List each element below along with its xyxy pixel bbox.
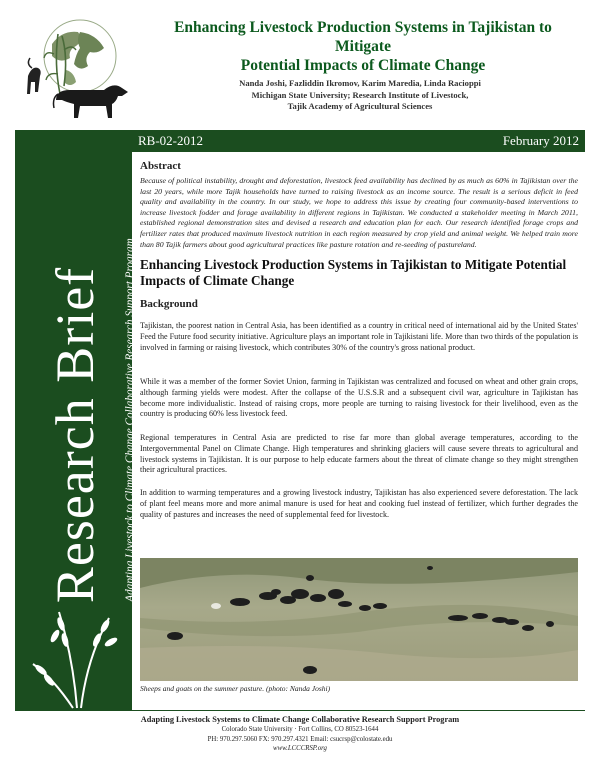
pasture-photo bbox=[140, 558, 578, 681]
abstract-section bbox=[140, 160, 578, 250]
background-paragraph-3: Regional temperatures in Central Asia are predicted to rise far more than global average temperatures, according to the Intergovernmental Panel on Climate Change. High temperatures and shrinking glaciers will cause severe threats to agricultural and livestock systems in Tajikistan. It is our purpose to help educate farmers about the threat of climate change so they might strengthen their agricultural practices. bbox=[140, 433, 578, 475]
footer bbox=[100, 714, 500, 754]
title-line-1: Enhancing Livestock Production Systems in Tajikistan to Mitigate bbox=[174, 19, 552, 55]
authors-affiliation-1: Michigan State University; Research Institute of Livestock, bbox=[251, 89, 469, 100]
footer-title: Adapting Livestock Systems to Climate Change Collaborative Research Support Program bbox=[140, 715, 460, 724]
issue-bar bbox=[132, 130, 585, 152]
abstract-heading: Abstract bbox=[140, 160, 181, 172]
footer-divider bbox=[15, 710, 585, 711]
background-paragraph-1: Tajikistan, the poorest nation in Central Asia, has been identified as a country in critical need of international aid by the United States' Feed the Future food security initiative. Agriculture plays an important role in Tajikistani life. More than two thirds of the population is involved in farming or raising livestock, which contributes 30% of the country's gross national product. bbox=[140, 321, 578, 352]
main-heading: Enhancing Livestock Production Systems in Tajikistan to Mitigate Potential Impacts of Climate Change bbox=[140, 257, 567, 288]
sidebar-title: Research Brief bbox=[45, 266, 105, 604]
authors-block bbox=[160, 78, 560, 113]
wheat-icon bbox=[27, 600, 127, 710]
photo-caption: Sheeps and goats on the summer pasture. (photo: Nanda Joshi) bbox=[140, 684, 331, 693]
sidebar bbox=[15, 130, 136, 710]
authors-names: Nanda Joshi, Fazliddin Ikromov, Karim Maredia, Linda Racioppi bbox=[239, 78, 481, 88]
authors-affiliation-2: Tajik Academy of Agricultural Sciences bbox=[287, 101, 433, 111]
background-heading: Background bbox=[140, 298, 198, 310]
sidebar-subtitle: Adapting Livestock to Climate Change Collaborative Research Support Program bbox=[124, 238, 136, 602]
document-title bbox=[148, 18, 578, 75]
background-paragraph-2: While it was a member of the former Soviet Union, farming in Tajikistan was centralized and focused on wheat and other grain crops, although farming yields were modest. After the collapse of the U.S.S.R and a subsequent civil war, agriculture in Tajikistan has become more individualistic. Instead of raising crops, more people are turning to raising livestock for their livelihood, even as the country is producing 60% less livestock feed. bbox=[140, 377, 578, 419]
footer-address: Colorado State University · Fort Collins, CO 80523-1644 bbox=[221, 726, 379, 733]
footer-contact: PH: 970.297.5060 FX: 970.297.4321 Email: csucrsp@colostate.edu bbox=[207, 735, 393, 743]
title-line-2: Potential Impacts of Climate Change bbox=[240, 57, 486, 74]
lcc-crsp-logo bbox=[18, 14, 148, 124]
background-paragraph-4: In addition to warming temperatures and a growing livestock industry, Tajikistan has also experienced severe deforestation. The lack of plant feel means more and more animal manure is used for heat and cooking fuel instead of fertilizer, which further degrades the quality of pastures and increases the need of supplemental feed for livestock. bbox=[140, 488, 578, 519]
footer-website: www.LCCCRSP.org bbox=[273, 745, 327, 752]
abstract-text: Because of political instability, drought and deforestation, livestock feed availability has declined by as much as 60% in Tajikistan over the last 20 years, while more Tajik households have turned to raising livestock as an income source. The result is a serious deficit in feed quality and availability in the country. In our study, we hope to address this issue by creating four community-based interventions to increase livestock fodder and forage availability in different regions in Tajikistan. We conducted a stakeholder meeting in March 2011, established regional demonstration sites and devised a research and education plan for each. Our research identified forage crops and fertilizer rates that produced maximum livestock nutrition in each region measured by crop yield and animal weight. We helped train more than 80 Tajik farmers about good agricultural practices like pasture rotation and re-seeding of pastureland. bbox=[140, 176, 578, 249]
brief-number: RB-02-2012 bbox=[138, 133, 203, 148]
issue-date: February 2012 bbox=[502, 133, 579, 148]
